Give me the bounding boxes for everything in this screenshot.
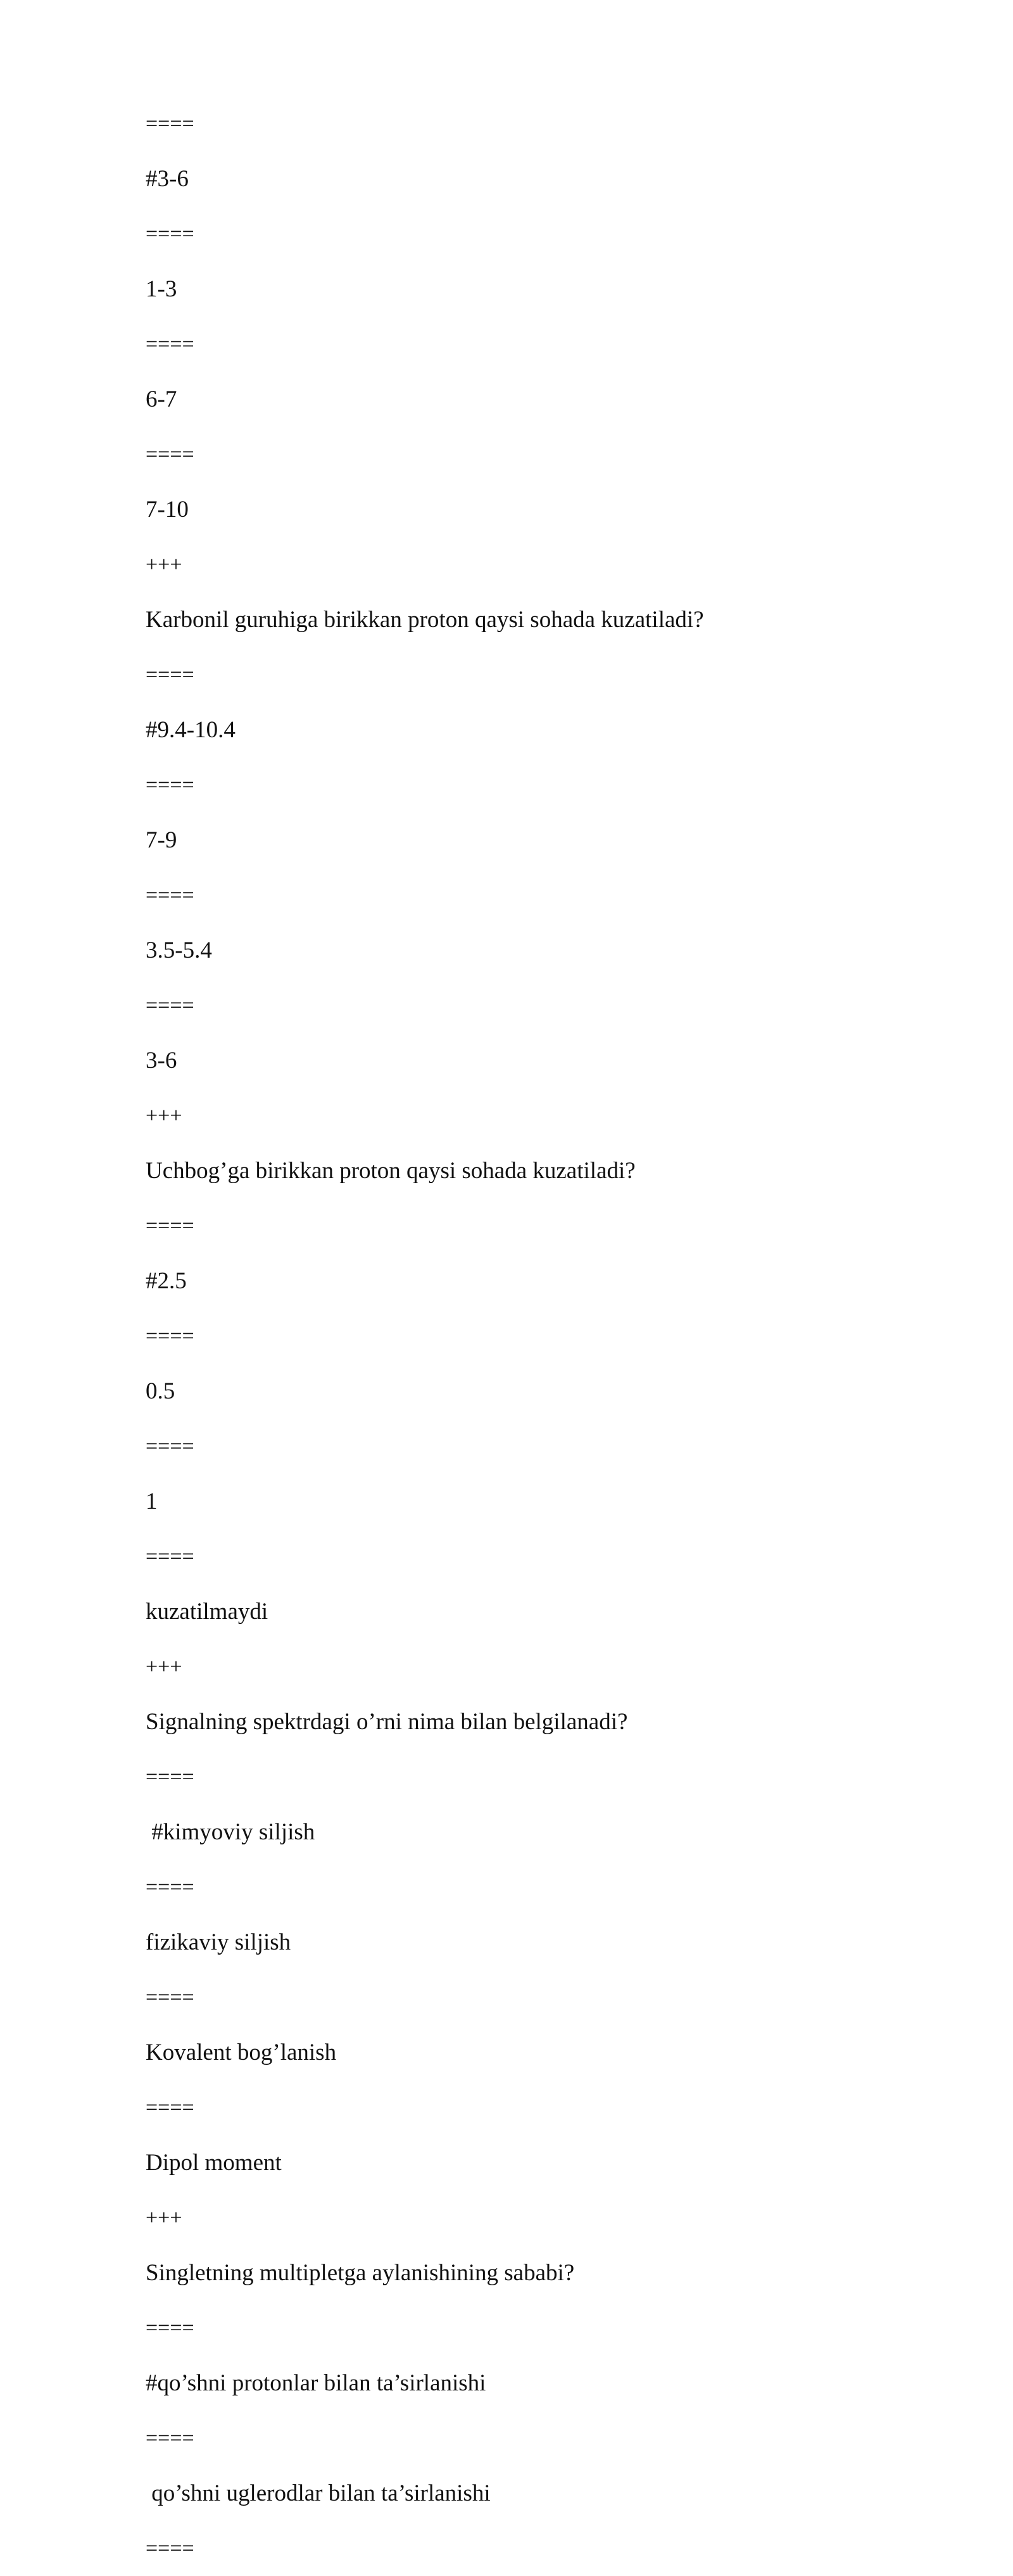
answer-option: Kovalent bog’lanish bbox=[146, 2040, 337, 2065]
separator-line: ==== bbox=[146, 1875, 194, 1899]
separator-line: ==== bbox=[146, 1545, 194, 1568]
answer-option: 1-3 bbox=[146, 276, 177, 302]
answer-option: 7-10 bbox=[146, 497, 189, 523]
answer-option: 3.5-5.4 bbox=[146, 937, 212, 963]
separator-line: ==== bbox=[146, 663, 194, 687]
question-delimiter: +++ bbox=[146, 2206, 182, 2230]
separator-line: ==== bbox=[146, 994, 194, 1017]
separator-line: ==== bbox=[146, 2096, 194, 2119]
separator-line: ==== bbox=[146, 1214, 194, 1238]
question-delimiter: +++ bbox=[146, 553, 182, 576]
separator-line: ==== bbox=[146, 2316, 194, 2340]
separator-line: ==== bbox=[146, 884, 194, 907]
separator-line: ==== bbox=[146, 2427, 194, 2450]
answer-option: 1 bbox=[146, 1488, 158, 1514]
question-text: Signalning spektrdagi o’rni nima bilan belgilanadi? bbox=[146, 1709, 628, 1735]
separator-line: ==== bbox=[146, 1765, 194, 1789]
answer-correct: #2.5 bbox=[146, 1268, 187, 1294]
separator-line: ==== bbox=[146, 443, 194, 466]
separator-line: ==== bbox=[146, 222, 194, 246]
separator-line: ==== bbox=[146, 333, 194, 356]
question-delimiter: +++ bbox=[146, 1104, 182, 1127]
separator-line: ==== bbox=[146, 1324, 194, 1348]
answer-option: 0.5 bbox=[146, 1378, 175, 1404]
answer-option: 3-6 bbox=[146, 1048, 177, 1074]
answer-correct: #qo’shni protonlar bilan ta’sirlanishi bbox=[146, 2370, 486, 2396]
answer-option: fizikaviy siljish bbox=[146, 1929, 291, 1955]
answer-option: 6-7 bbox=[146, 386, 177, 412]
answer-option: 7-9 bbox=[146, 827, 177, 853]
separator-line: ==== bbox=[146, 2537, 194, 2560]
separator-line: ==== bbox=[146, 1986, 194, 2009]
answer-correct: #3-6 bbox=[146, 166, 189, 192]
question-text: Karbonil guruhiga birikkan proton qaysi sohada kuzatiladi? bbox=[146, 607, 704, 633]
answer-correct: #9.4-10.4 bbox=[146, 717, 236, 743]
question-delimiter: +++ bbox=[146, 1655, 182, 1678]
separator-line: ==== bbox=[146, 773, 194, 797]
answer-option: qo’shni uglerodlar bilan ta’sirlanishi bbox=[146, 2480, 491, 2506]
document-text bbox=[146, 96, 969, 2576]
separator-line: ==== bbox=[146, 1435, 194, 1458]
question-text: Singletning multipletga aylanishining sababi? bbox=[146, 2260, 575, 2286]
answer-correct: #kimyoviy siljish bbox=[146, 1819, 315, 1845]
separator-line: ==== bbox=[146, 112, 194, 136]
answer-option: Dipol moment bbox=[146, 2150, 282, 2176]
question-text: Uchbog’ga birikkan proton qaysi sohada kuzatiladi? bbox=[146, 1158, 636, 1184]
answer-option: kuzatilmaydi bbox=[146, 1599, 268, 1625]
